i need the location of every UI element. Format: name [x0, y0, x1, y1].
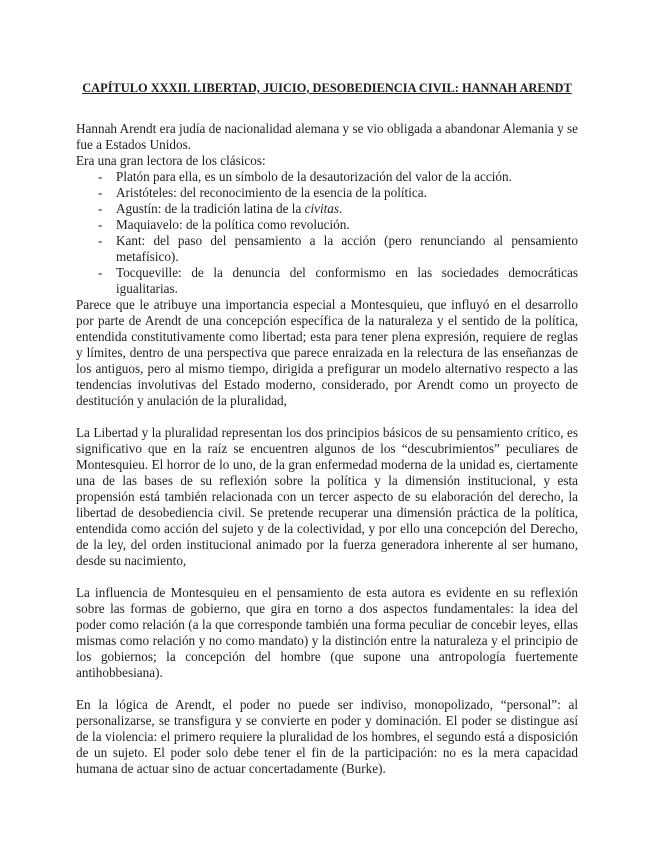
- libertad-paragraph: La Libertad y la pluralidad representan los dos principios básicos de su pensamiento crítico, es significativo que en la raíz se encuentren algunos de los “descubrimientos” peculiares de Montesquieu. El horror de lo uno, de la gran enfermedad moderna de la unidad es, ciertamente una de las bases de su reflexión sobre la política y la dimensión institucional, y esta propensión está también relacionada con un tercer aspecto de su elaboración del derecho, la libertad de desobediencia civil. Se pretende recuperar una dimensión práctica de la política, entendida como acción del sujeto y de la colectividad, y por ello una concepción del Derecho, de la ley, del orden institucional animado por la fuerza generadora inherente al ser humano, desde su nacimiento,: [76, 425, 578, 568]
- list-item: - Maquiavelo: de la política como revolución.: [76, 217, 578, 233]
- list-item-text: Agustín: de la tradición latina de la: [116, 201, 305, 216]
- document-body: [76, 80, 578, 777]
- poder-paragraph: En la lógica de Arendt, el poder no puede ser indiviso, monopolizado, “personal”: al personalizarse, se transfigura y se convierte en poder y dominación. El poder se distingue así de la violencia: el primero requiere la pluralidad de los hombres, el segundo está a disposición de un sujeto. El poder solo debe tener el fin de la participación: no es la mera capacidad humana de actuar sino de actuar concertadamente (Burke).: [76, 697, 578, 776]
- list-lead: Era una gran lectora de los clásicos:: [76, 153, 266, 168]
- list-item: - Aristóteles: del reconocimiento de la esencia de la política.: [76, 185, 578, 201]
- list-item: - Kant: del paso del pensamiento a la acción (pero renunciando al pensamiento metafísico).: [76, 233, 578, 265]
- montesquieu-paragraph: Parece que le atribuye una importancia especial a Montesquieu, que influyó en el desarrollo por parte de Arendt de una concepción específica de la naturaleza y el sentido de la política, entendida constitutivamente como libertad; esta para tener plena expresión, requiere de reglas y límites, dentro de una perspectiva que parece enraizada en la relectura de las enseñanzas de los antiguos, pero al mismo tiempo, dirigida a prefigurar un modelo alternativo respecto a las tendencias involutivas del Estado moderno, considerado, por Arendt como un proyecto de destitución y anulación de la pluralidad,: [76, 297, 578, 408]
- list-item: [76, 201, 578, 217]
- list-item: - Tocqueville: de la denuncia del conformismo en las sociedades democráticas igualitarias.: [76, 265, 578, 297]
- chapter-title: CAPÍTULO XXXII. LIBERTAD, JUICIO, DESOBEDIENCIA CIVIL: HANNAH ARENDT: [82, 81, 572, 95]
- influencia-paragraph: La influencia de Montesquieu en el pensamiento de esta autora es evidente en su reflexión sobre las formas de gobierno, que gira en torno a dos aspectos fundamentales: la idea del poder como relación (a la que corresponde también una forma peculiar de concebir leyes, ellas mismas como relación y no como mandato) y la distinción entre la naturaleza y el principio de los gobiernos; la concepción del hombre (que supone una antropología fuertemente antihobbesiana).: [76, 585, 578, 680]
- list-item: - Platón para ella, es un símbolo de la desautorización del valor de la acción.: [76, 169, 578, 185]
- intro-paragraph: Hannah Arendt era judía de nacionalidad alemana y se vio obligada a abandonar Alemania y se fue a Estados Unidos.: [76, 121, 578, 152]
- list-item-text-end: .: [339, 201, 343, 216]
- classics-list: [76, 169, 578, 297]
- list-item-emphasis: civitas: [304, 201, 340, 216]
